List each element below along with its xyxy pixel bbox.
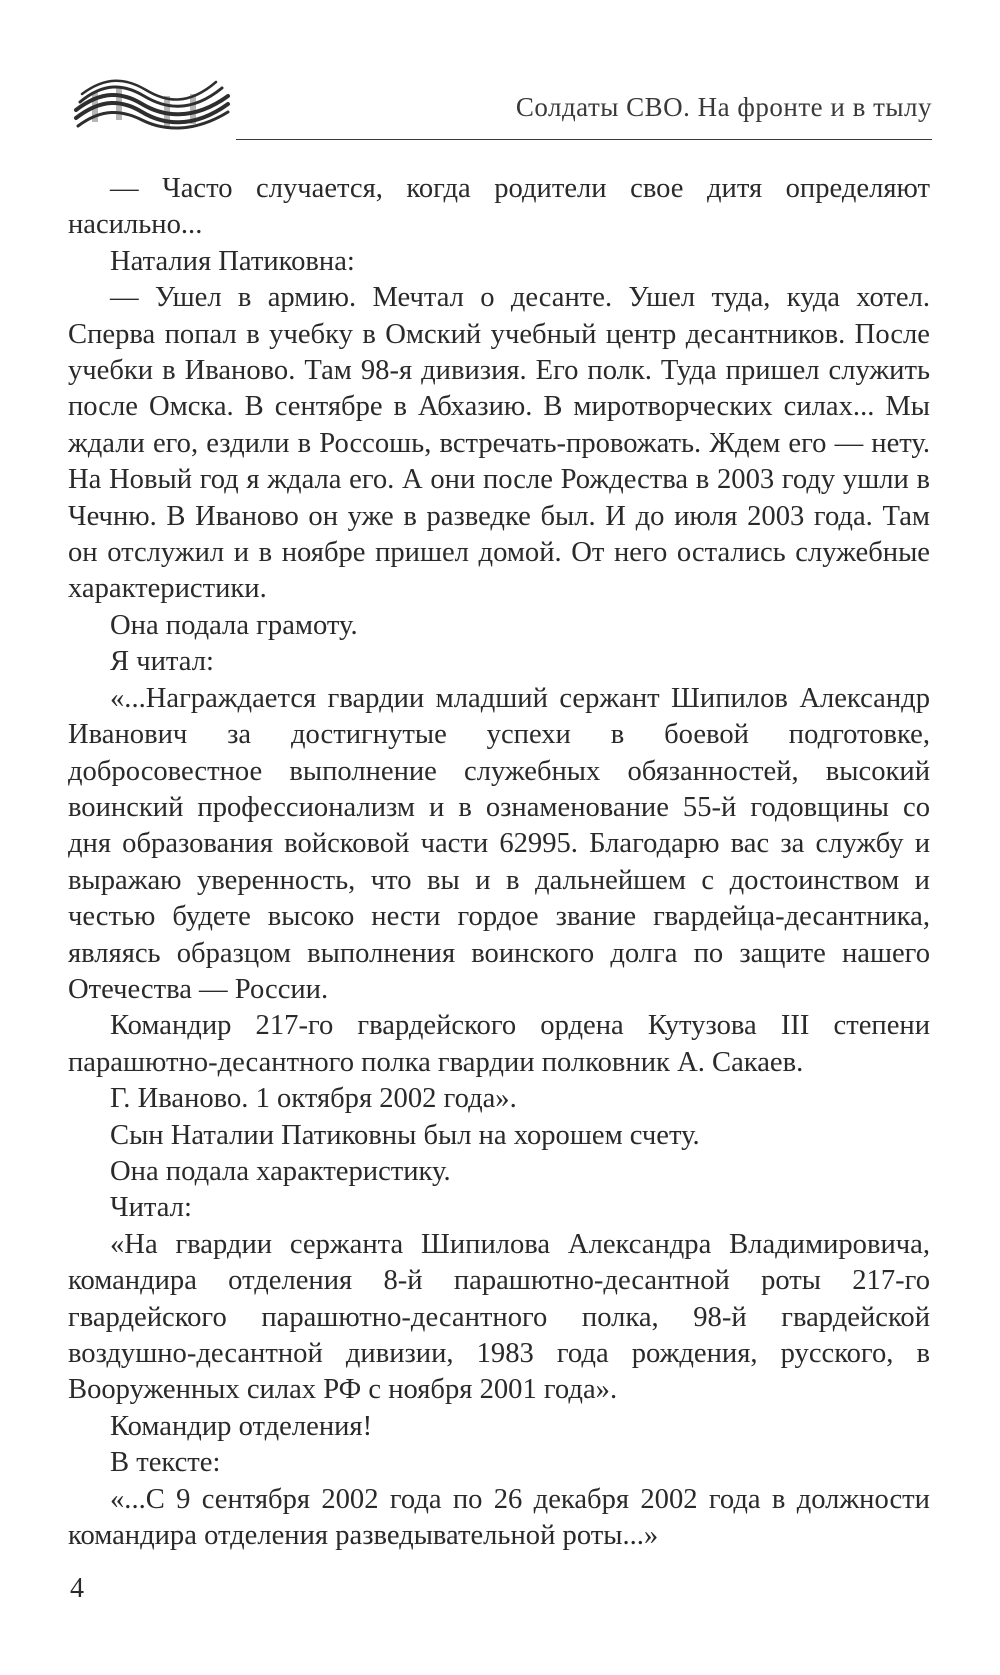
paragraph: Сын Наталии Патиковны был на хорошем счету. [110,1119,700,1151]
header-divider [236,139,932,140]
paragraph: Командир отделения! [110,1410,373,1442]
page-number: 4 [70,1573,84,1604]
running-header-title: Солдаты СВО. На фронте и в тылу [515,92,932,122]
paragraph: Наталия Патиковна: [110,245,355,277]
paragraph: В тексте: [110,1447,221,1479]
paragraph: Я читал: [110,646,214,678]
wave-flag-icon [72,70,232,134]
paragraph: Г. Иваново. 1 октября 2002 года». [110,1083,517,1115]
paragraph: — Часто случается, когда родители свое дитя определяют насильно... [68,173,930,241]
paragraph: «...Награждается гвардии младший сержант Шипилов Александр Иванович за достигнутые успехи в боевой подготовке, добросовестное выполнение служебных обязанностей, высокий воинский профессионализм и в ознаменование 55-й годовщины со дня образования войсковой части 62995. Благодарю вас за службу и выражаю уверенность, что вы и в дальнейшем с достоинством и честью будете высоко нести гордое звание гвардейца-десантника, являясь образцом выполнения воинского долга по защите нашего Отечества — России. [68,682,930,1005]
paragraph: Читал: [110,1192,192,1224]
paragraph: — Ушел в армию. Мечтал о десанте. Ушел туда, куда хотел. Сперва попал в учебку в Омский учебный центр десантников. После учебки в Иваново. Там 98-я дивизия. Его полк. Туда пришел служить после Омска. В сентябре в Абхазию. В миротворческих силах... Мы ждали его, ездили в Россошь, встречать-провожать. Ждем его — нету. На Новый год я ждала его. А они после Рождества в 2003 году ушли в Чечню. В Иваново он уже в разведке был. И до июля 2003 года. Там он отслужил и в ноябре пришел домой. От него остались служебные характеристики. [68,282,930,605]
paragraph: Командир 217-го гвардейского ордена Кутузова III степени парашютно-десантного полка гвардии полковник А. Сакаев. [68,1010,930,1078]
paragraph: «...С 9 сентября 2002 года по 26 декабря 2002 года в должности командира отделения разведывательной роты...» [68,1483,930,1552]
paragraph: «На гвардии сержанта Шипилова Александра Владимировича, командира отделения 8-й парашютно-десантной роты 217-го гвардейского парашютно-десантного полка, 98-й гвардейской воздушно-десантной дивизии, 1983 года рождения, русского, в Вооруженных силах РФ с ноября 2001 года». [68,1228,930,1406]
page-text [68,171,930,1554]
paragraph: Она подала грамоту. [110,609,358,641]
paragraph: Она подала характеристику. [110,1155,451,1187]
